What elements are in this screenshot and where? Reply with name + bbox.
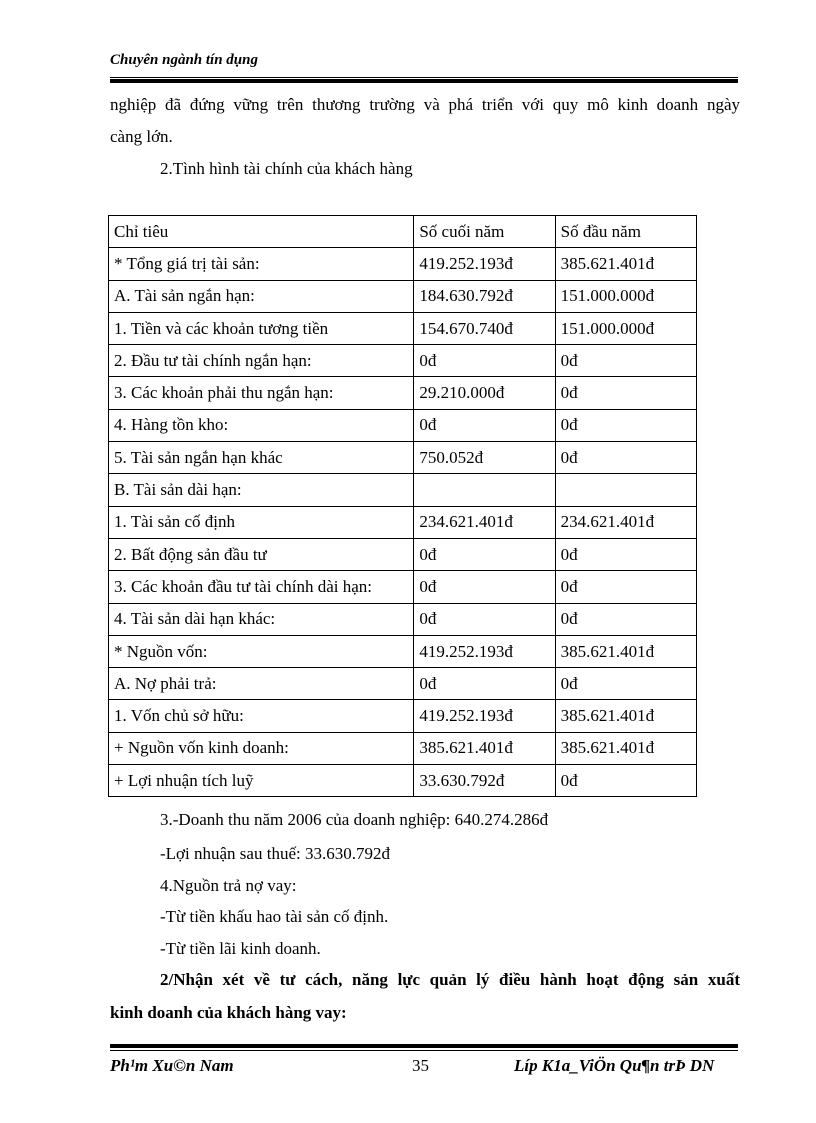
cell-indicator: A. Tài sản ngắn hạn: — [109, 280, 414, 312]
intro-line-1: nghiệp đã đứng vững trên thương trường và phá triển với quy mô kinh doanh ngày — [110, 95, 740, 114]
table-row — [109, 248, 697, 280]
cell-indicator: 3. Các khoản phải thu ngắn hạn: — [109, 377, 414, 409]
column-header-indicator: Chỉ tiêu — [109, 216, 414, 248]
table-row — [109, 603, 697, 635]
repayment-source-2: -Từ tiền lãi kinh doanh. — [160, 939, 321, 958]
table-row — [109, 700, 697, 732]
repayment-heading: 4.Nguồn trả nợ vay: — [160, 876, 297, 895]
cell-year-start: 0đ — [555, 538, 696, 570]
footer-class: Líp K1a_ViÖn Qu¶n trÞ DN — [514, 1056, 715, 1075]
cell-year-end: 419.252.193đ — [414, 700, 555, 732]
cell-year-start: 0đ — [555, 345, 696, 377]
cell-year-start: 0đ — [555, 409, 696, 441]
repayment-source-1: -Từ tiền khấu hao tài sản cố định. — [160, 907, 389, 926]
cell-year-end: 184.630.792đ — [414, 280, 555, 312]
cell-year-start — [555, 474, 696, 506]
cell-year-end — [414, 474, 555, 506]
table-row — [109, 377, 697, 409]
cell-year-end: 0đ — [414, 538, 555, 570]
table-row — [109, 442, 697, 474]
table-row — [109, 474, 697, 506]
cell-indicator: * Tổng giá trị tài sản: — [109, 248, 414, 280]
cell-year-start: 385.621.401đ — [555, 635, 696, 667]
header-rule-thin — [110, 77, 738, 78]
section-financial-heading: 2.Tình hình tài chính của khách hàng — [160, 159, 413, 178]
table-row — [109, 732, 697, 764]
table-row — [109, 538, 697, 570]
cell-year-end: 385.621.401đ — [414, 732, 555, 764]
cell-year-start: 0đ — [555, 765, 696, 797]
cell-year-start: 234.621.401đ — [555, 506, 696, 538]
cell-indicator: + Nguồn vốn kinh doanh: — [109, 732, 414, 764]
footer-rule-thick — [110, 1044, 738, 1048]
cell-year-start: 151.000.000đ — [555, 280, 696, 312]
column-header-year-start: Số đầu năm — [555, 216, 696, 248]
table-row — [109, 668, 697, 700]
cell-year-end: 154.670.740đ — [414, 312, 555, 344]
cell-indicator: 4. Hàng tồn kho: — [109, 409, 414, 441]
cell-year-start: 0đ — [555, 603, 696, 635]
cell-year-start: 0đ — [555, 571, 696, 603]
cell-year-start: 0đ — [555, 668, 696, 700]
cell-indicator: 2. Bất động sản đầu tư — [109, 538, 414, 570]
cell-year-end: 0đ — [414, 603, 555, 635]
cell-indicator: B. Tài sản dài hạn: — [109, 474, 414, 506]
header-title: Chuyên ngành tín dụng — [110, 52, 258, 68]
cell-year-end: 419.252.193đ — [414, 635, 555, 667]
revenue-line: 3.-Doanh thu năm 2006 của doanh nghiệp: 640.274.286đ — [160, 810, 549, 829]
cell-year-start: 385.621.401đ — [555, 732, 696, 764]
cell-indicator: 1. Tài sản cố định — [109, 506, 414, 538]
cell-year-start: 0đ — [555, 377, 696, 409]
cell-year-start: 385.621.401đ — [555, 700, 696, 732]
cell-year-start: 151.000.000đ — [555, 312, 696, 344]
cell-year-end: 0đ — [414, 345, 555, 377]
intro-line-2: càng lớn. — [110, 127, 173, 146]
assessment-heading-line-2: kinh doanh của khách hàng vay: — [110, 1003, 347, 1022]
cell-indicator: * Nguồn vốn: — [109, 635, 414, 667]
cell-indicator: 1. Tiền và các khoản tương tiền — [109, 312, 414, 344]
table-row — [109, 571, 697, 603]
cell-year-start: 0đ — [555, 442, 696, 474]
table-row — [109, 506, 697, 538]
cell-indicator: 2. Đầu tư tài chính ngắn hạn: — [109, 345, 414, 377]
table-row — [109, 312, 697, 344]
cell-year-start: 385.621.401đ — [555, 248, 696, 280]
table-row — [109, 280, 697, 312]
cell-indicator: 1. Vốn chủ sở hữu: — [109, 700, 414, 732]
cell-indicator: + Lợi nhuận tích luỹ — [109, 765, 414, 797]
cell-year-end: 0đ — [414, 409, 555, 441]
footer-author: Ph¹m Xu©n Nam — [110, 1056, 234, 1075]
footer-rule-thin — [110, 1050, 738, 1051]
assessment-heading-line-1: 2/Nhận xét về tư cách, năng lực quản lý điều hành hoạt động sản xuất — [160, 970, 740, 989]
cell-year-end: 750.052đ — [414, 442, 555, 474]
cell-year-end: 419.252.193đ — [414, 248, 555, 280]
profit-line: -Lợi nhuận sau thuế: 33.630.792đ — [160, 844, 390, 863]
cell-year-end: 29.210.000đ — [414, 377, 555, 409]
page-number: 35 — [412, 1056, 429, 1075]
cell-indicator: 3. Các khoản đầu tư tài chính dài hạn: — [109, 571, 414, 603]
cell-year-end: 0đ — [414, 668, 555, 700]
cell-year-end: 0đ — [414, 571, 555, 603]
financial-table — [108, 215, 697, 797]
column-header-year-end: Số cuối năm — [414, 216, 555, 248]
table-row — [109, 635, 697, 667]
table-row — [109, 765, 697, 797]
cell-indicator: A. Nợ phải trả: — [109, 668, 414, 700]
cell-indicator: 5. Tài sản ngắn hạn khác — [109, 442, 414, 474]
table-row — [109, 409, 697, 441]
table-row — [109, 345, 697, 377]
header-rule-thick — [110, 79, 738, 83]
cell-year-end: 33.630.792đ — [414, 765, 555, 797]
cell-year-end: 234.621.401đ — [414, 506, 555, 538]
table-header-row — [109, 216, 697, 248]
cell-indicator: 4. Tài sản dài hạn khác: — [109, 603, 414, 635]
